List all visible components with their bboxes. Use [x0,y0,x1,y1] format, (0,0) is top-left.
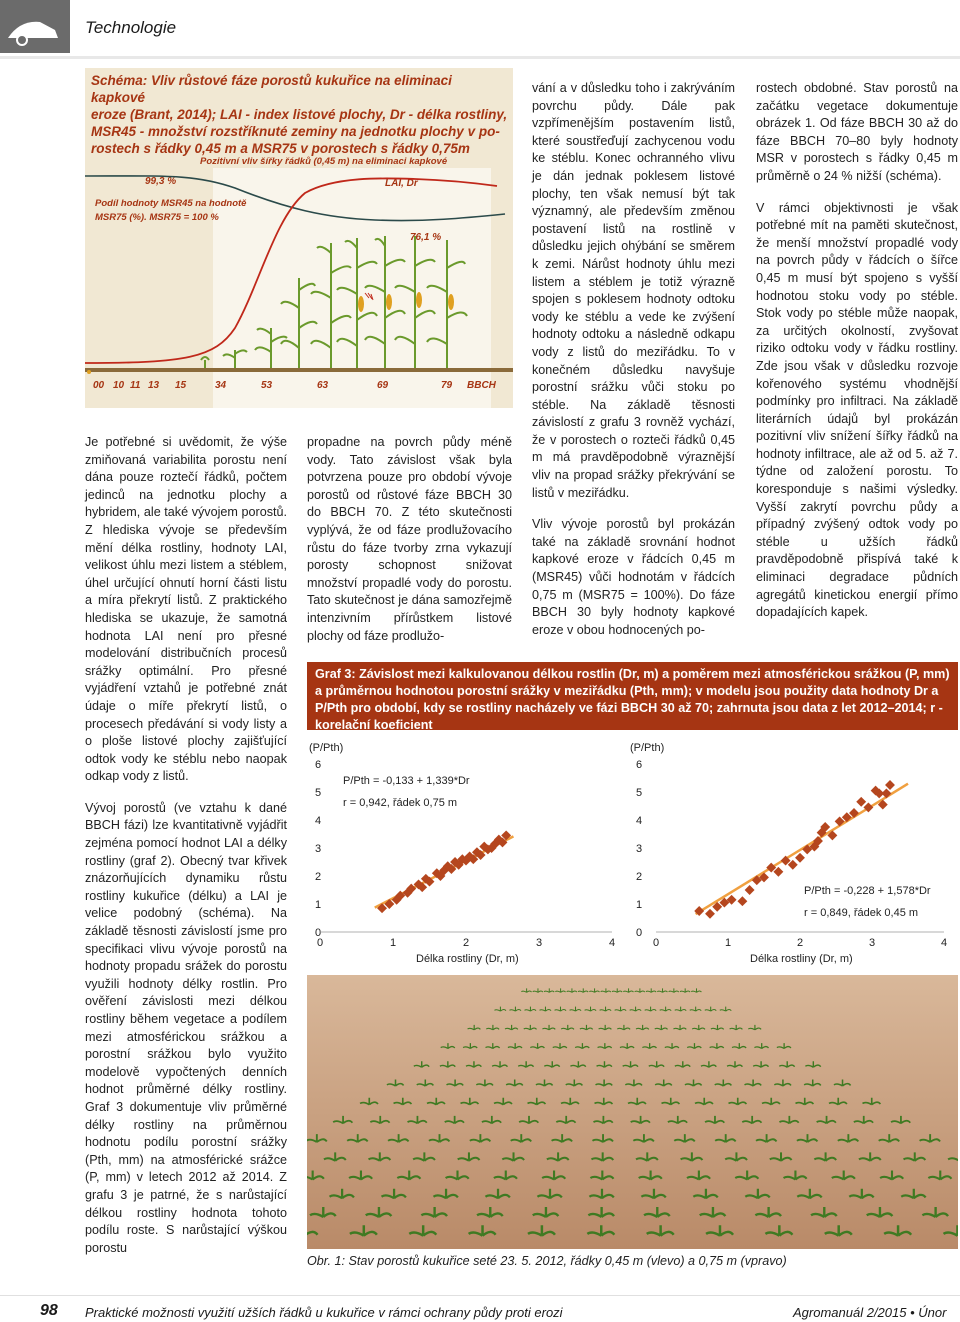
y-tick-label: 4 [315,815,322,827]
bbch-tick: 00 [93,380,105,391]
bbch-tick: 15 [175,380,187,391]
paragraph: Vliv vývoje porostů byl prokázán také na základě srovnání hodnot kapkové eroze v řádcích 0,45 m (MSR45) vůči hodnotám v řádcích 0,75 m (MSR75 = 100%). Do fáze BBCH 30 byly hodnoty kapkové eroze v obou hodnocených po- [532,517,735,637]
section-title: Technologie [85,18,177,37]
schema-caption-line: rostech s řádky 0,45 m a MSR75 v porostech s řádky 0,75m [91,141,470,156]
x-axis-label: Délka rostliny (Dr, m) [416,953,519,965]
y-tick-label: 6 [315,759,322,771]
footer-article-title: Praktické možnosti využití užších řádků u kukuřice v rámci ochrany půdy proti erozi [85,1305,563,1320]
regression-equation: P/Pth = -0,228 + 1,578*Dr [804,885,931,897]
text-column-left [85,434,287,1271]
graf3-caption-box [307,662,958,730]
x-tick-label: 2 [797,937,804,949]
cob-icon [386,294,392,310]
data-point [795,853,805,863]
data-point [694,906,704,916]
y-tick-label: 0 [636,927,643,939]
bbch-tick: 63 [317,380,329,391]
bbch-tick: 11 [130,380,141,391]
graf3-chart-row-045 [628,738,958,974]
paragraph: rostech obdobné. Stav porostů na začátku vegetace dokumentuje obrázek 1. Od fáze BBCH 30 až do fáze BBCH 70–80 byly hodnoty MSR v porostech s řádky 0,45 m průměrně o 24 % nižší (schéma). [756,81,958,183]
schema-caption-line: Schéma: Vliv růstové fáze porostů kukuřice na eliminaci kapkové [91,73,452,105]
section-logo [0,0,70,53]
plant-icon [201,357,209,368]
positive-effect-label: Pozitivní vliv šířky řádků (0,45 m) na eliminaci kapkové [200,156,448,167]
schema-diagram [85,68,513,408]
data-point [705,909,715,919]
y-tick-label: 6 [636,759,643,771]
x-tick-label: 3 [869,937,876,949]
y-tick-label: 1 [636,899,643,911]
bbch-tick: 53 [261,380,273,391]
value-low-label: 76,1 % [410,232,442,243]
paragraph: vání a v důsledku toho i zakrýváním povrchu půdy. Dále pak vzpřímenějším postavením listů, které soustřeďují zachycenou vodu ke stéblu. Konec ochranného vlivu je dán jednak poklesem listové plochy, ten však nemusí být tak významný, ale především změnou postavení listů na rostlině v důsledku jejich ohýbání se směrem k zemi. Nárůst hodnoty úhlu mezi listem a stéblem je totiž výrazně spojen s poklesem hodnoty odtoku vody ke stéblu a vede ke zvýšení hodnoty odtoku a následně odkapu vody z listů do meziřádku. To v konečném důsledku navyšuje porostní srážku vůči stoku po stéble. Na základě těsnosti závislostí z grafu 3 rovněž vychází, že v porostech o rozteči řádků 0,45 m má pravděpodobně výraznější vliv na propad srážky překrývání se listů v meziřádku. [532,81,735,500]
bbch-label: BBCH [467,380,496,391]
y-tick-label: 0 [315,927,322,939]
y-tick-label: 5 [315,787,322,799]
text-column-fourth [756,80,958,636]
x-tick-label: 4 [941,937,948,949]
data-point [881,788,891,798]
y-tick-label: 3 [315,843,322,855]
data-point [745,885,755,895]
x-tick-label: 1 [725,937,732,949]
y-tick-label: 2 [636,871,643,883]
y-axis-label: (P/Pth) [630,742,665,754]
schema-caption-line: eroze (Brant, 2014); LAI - index listové plochy, Dr - délka rostliny, [91,107,508,122]
bbch-tick: 13 [148,380,160,391]
text-column-middle [307,434,512,659]
x-tick-label: 2 [463,937,470,949]
paragraph: V rámci objektivnosti je však potřebné mít na paměti skutečnost, že menší množství propadlé vody na povrch půdy v řádcích o šířce 0,45 m musí být spojeno s vyšší hodnotou stoku vody po stéble. Stok vody po stéble může naopak, za určitých okolností, zvyšovat riziko odtoku vody v řádku rostliny. Zde jsou však v důsledku rozvoje kořenového systému vhodnější podmínky pro infiltraci. Na základě literárních údajů byl prokázán pozitivní vliv snížení šířky řádků na hodnoty infiltrace, ale až od 5. až 7. týdne od založení porostu. To koresponduje s našimi výsledky. Vyšší zakrytí povrchu půdy a případný zvýšený odtok vody po stéble u užších řádků pravděpodobně přispívá také k eliminaci degradace půdních agregátů kinetickou energií přímo dopadajících kapek. [756,200,958,620]
value-high-label: 99,3 % [145,176,177,187]
graf3-chart-row-075 [307,738,627,974]
photo-caption: Obr. 1: Stav porostů kukuřice seté 23. 5. 2012, řádky 0,45 m (vlevo) a 0,75 m (vpravo) [307,1254,787,1268]
y-tick-label: 5 [636,787,643,799]
y-tick-label: 3 [636,843,643,855]
bbch-tick: 34 [215,380,227,391]
correlation-label: r = 0,942, řádek 0,75 m [343,797,458,809]
cob-icon [448,294,454,310]
field-photo [307,975,958,1249]
header-divider [0,56,960,59]
correlation-label: r = 0,849, řádek 0,45 m [804,907,919,919]
data-point [885,780,895,790]
footer-divider [0,1295,960,1296]
lai-dr-label: LAI, Dr [385,178,418,189]
schema-caption-line: MSR45 - množství rozstříknuté zeminy na jednotku plochy v po- [91,124,500,139]
paragraph: propadne na povrch půdy méně vody. Tato závislost však byla potvrzena pouze pro období vývoje porostů od růstové fáze BBCH 30 do BBCH 70. Z této skutečnosti vyplývá, že od fáze prodlužovacího růstu do fáze tvorby zrna vykazují porosty schopnost snižovat množství propadlé vody do porostu. Tato skutečnost je dána samozřejmě intenzivním přírůstkem listové plochy od fáze prodlužo- [307,435,512,643]
bbch-tick: 79 [441,380,453,391]
x-axis-label: Délka rostliny (Dr, m) [750,953,853,965]
regression-equation: P/Pth = -0,133 + 1,339*Dr [343,775,470,787]
data-point [737,896,747,906]
x-tick-label: 0 [317,937,324,949]
soil-surface [307,975,958,1249]
x-tick-label: 4 [609,937,616,949]
y-axis-label: (P/Pth) [309,742,344,754]
footer-journal: Agromanuál 2/2015 • Únor [793,1305,947,1320]
data-point [856,797,866,807]
cob-icon [416,292,422,308]
text-column-third [532,80,735,653]
page-number: 98 [40,1302,58,1319]
y-tick-label: 1 [315,899,322,911]
bbch-tick: 69 [377,380,389,391]
graf3-caption: Graf 3: Závislost mezi kalkulovanou délkou rostlin (Dr, m) a poměrem mezi atmosférickou srážkou (P, mm) a průměrnou hodnotou porostní srážky v meziřádku (Pth, mm); v modelu jsou použity data hodnoty Dr a P/Pth pro období, kdy se rostliny nacházely ve fázi BBCH 30 až 70; zahrnuta jsou data z let 2012–2014; r - korelační koeficient [315,667,950,732]
schema-figure [85,68,513,408]
x-tick-label: 1 [390,937,397,949]
paragraph: Vývoj porostů (ve vztahu k dané BBCH fázi) lze kvantitativně vyjádřit zejména pomocí hodnot LAI a délky rostliny (graf 2). Obecný tvar křivek znázorňujících dynamiku růstu rostliny kukuřice (délku) a LAI je velice podobný (schéma). Na základě těsnosti závislostí jsme pro specifikaci vlivu vývoje porostů na hodnoty propadu srážek do porostu využili hodnoty délky rostlin. Pro ověření závislosti mezi délkou rostliny během vegetace a podílem mezi atmosférickou srážkou a porostní srážkou bylo využito modelově vypočtených denních hodnot průměrné délky rostliny. Graf 3 dokumentuje vliv průměrné délky rostliny na průměrnou hodnotu podílu porostní srážky (Pth, mm) na atmosférické srážce (P, mm) v letech 2012 až 2014. Z grafu 3 je patrné, že s narůstající délkou rostliny hodnota tohoto podílu roste. S narůstající výškou porostu [85,800,287,1255]
paragraph: Je potřebné si uvědomit, že výše zmiňovaná variabilita porostu není dána pouze roztečí řádků, počtem jedinců na jednotku plochy a hybridem, ale také vývojem porostů. Z hlediska vývoje se především mění délka rostliny, hodnoty LAI, velikost úhlu mezi listem a stéblem, úhel určující ohnutí horní části listu a míra překrytí listů. Z praktického hlediska se ukazuje, že samotná hodnota LAI není pro přesné modelování distribučních procesů srážky optimální. Pro přesné vyjádření vztahů je potřebné znát údaje o míře překrytí listů, o procesech předávání si vody listy a o ploše listové plochy zajišťující odtok vody ke stéblu nebo naopak odkap vody z listů. [85,435,287,784]
y-tick-label: 2 [315,871,322,883]
y-tick-label: 4 [636,815,643,827]
cob-icon [358,296,364,312]
soil-line [85,368,513,372]
seed-icon [87,370,91,374]
share-label-2: MSR75 (%). MSR75 = 100 % [95,212,219,223]
share-label-1: Podíl hodnoty MSR45 na hodnotě [95,198,247,209]
bbch-tick: 10 [113,380,125,391]
x-tick-label: 3 [536,937,543,949]
tractor-logo-icon [0,0,70,53]
x-tick-label: 0 [653,937,660,949]
